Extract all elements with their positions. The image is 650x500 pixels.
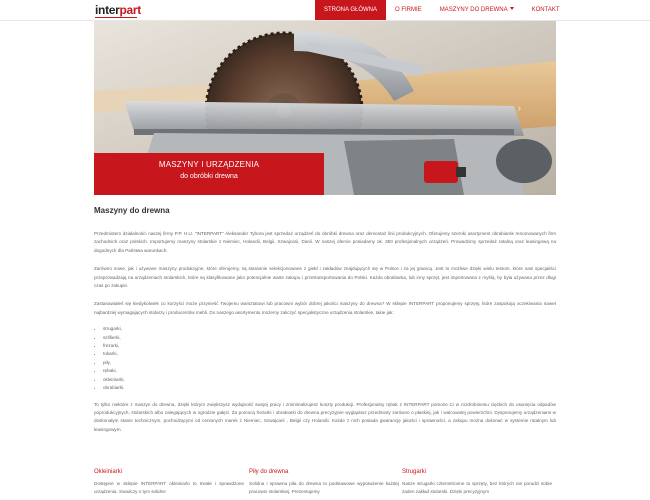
logo-text-part: part [119, 3, 141, 17]
paragraph-selection: Zarówno nowe, jak i używane maszyny produkcyjne, które oferujemy, są starannie selekcjonowane z giełd i zakładów znajdujących się w Polsce i za jej granicą. Jest to możliwe dzięki wielu testom, które nasi specjaliści przeprowadzają na urządzeniach stolarskich, które są klasyfikowane jako potencjalnie warte zakupu i przetransportowania do Polski. Każda obrabiarka, lub inny sprzęt, jest importowana z myślą, by była używana przez długi czas po zakupie. [94, 266, 556, 289]
column-pily[interactable] [249, 469, 399, 497]
chevron-right-icon[interactable]: › [518, 103, 521, 113]
list-item: • rębaki, [103, 367, 556, 375]
hero-caption [94, 153, 324, 195]
caret-down-icon [510, 7, 514, 10]
logo-text-inter: inter [95, 3, 120, 17]
logo-underline [95, 17, 137, 18]
main-nav [315, 0, 568, 20]
list-item: • obrabiarki. [103, 384, 556, 392]
list-item: • okleiniarki, [103, 376, 556, 384]
column-text: Nasze strugarki czterostronne to sprzęty, bez których nie poradzi sobie żaden zakład stolarski. Dzięki precyzyjnym [402, 481, 552, 495]
column-text: Dostępne w sklepie INTERPART okleiniarki to trwałe i sprawdzone urządzenia. Swadczy o tym solidne [94, 481, 244, 495]
nav-label: MASZYNY DO DREWNA [439, 7, 508, 13]
paragraph-benefits: Zastanawiałeś się kiedykolwiek co korzyści może przynieść Twojemu warsztatowi lub pracowni wybór dobrej jakości maszyny do drewna? W sklepie INTERPART proponujemy sprzęty, które zaspokoją oczekiwania nawet najbardziej wymagających stolarzy i producentów mebli. Do naszego asortymentu możemy zaliczyć specjalistyczne urządzenia stolarskie, takie jak: [94, 301, 556, 315]
top-bar [0, 0, 650, 21]
column-text: Solidna i sprawna piła do drewna to podstawowe wyposażenie każdej pracowni stolarskiej. Prezentujemy [249, 481, 399, 495]
page-heading: Maszyny do drewna [94, 206, 170, 215]
paragraph-summary: To tylko niektóre z maszyn do drewna, dzięki którym zwiększysz wydajność swojej pracy i zminimalizujesz koszty produkcji. Profesjonalny rębak z INTERPART pomoże Ci w rozdrobnieniu ciężkich do usunięcia odpadów poprodukcyjnych, stolarskich albo zalegających w ogrodzie gałęzi. Za pomocą frezarki i obrabiarki do drewna precyzyjnie wyglądosz przedmioty zarówno o płaskiej, jak i walcowatej powierzchni. Dysponujemy urządzeniami w doskonałym stanie technicznym, pochodzącymi od cenionych marek z Niemiec, Szwajcarii , Belgii czy Holandii. Każde z nich posiada gwarancję jakości i sprawności, a zakupu można dokonać w systemie ratalnym lub leasingowym. [94, 401, 556, 432]
hero-slider[interactable] [94, 21, 556, 195]
nav-item-machines[interactable] [431, 0, 523, 20]
paragraph-intro: Przedmiotem działalności naszej firmy P.P. H.U. "INTERPART" Aleksander Tybora jest sprzedaż urządzeń do obróbki drewna oraz demontaż linii produkcyjnych. Oferujemy szeroki asortyment obrabiarek renomowanych firm zachodnich oraz polskich. Importujemy maszyny stolarskie z Niemiec, Holandii, Belgii, Szwajcarii, Danii. W naszej ofercie posiadamy ok. 350 profesjonalnych urządzeń. Prowadzimy sprzedaż ratalną oraz leasingową na dogodnych dla Państwa warunkach. [94, 231, 556, 253]
machines-list [94, 325, 556, 392]
list-item: • tokarki, [103, 350, 556, 358]
column-title[interactable]: Strugarki [402, 469, 427, 475]
nav-label: KONTAKT [531, 7, 560, 13]
nav-item-home[interactable] [315, 0, 386, 20]
main-content [94, 206, 556, 434]
list-item: • strugarki, [103, 325, 556, 333]
hero-caption-title: MASZYNY I URZĄDZENIA [158, 160, 260, 169]
column-strugarki[interactable] [402, 469, 552, 497]
list-item: • piły, [103, 359, 556, 367]
column-okleiniarki[interactable] [94, 469, 244, 497]
list-item: • frezarki, [103, 342, 556, 350]
nav-label: STRONA GŁÓWNA [324, 7, 378, 13]
hero-caption-subtitle: do obróbki drewna [180, 173, 238, 180]
list-item: • szlifierki, [103, 334, 556, 342]
site-logo[interactable] [95, 3, 141, 17]
column-title[interactable]: Okleiniarki [94, 469, 123, 475]
nav-item-about[interactable] [386, 0, 431, 20]
column-title[interactable]: Piły do drewna [249, 469, 289, 475]
nav-label: O FIRMIE [395, 7, 422, 13]
category-columns [94, 469, 556, 500]
nav-item-contact[interactable] [523, 0, 569, 20]
